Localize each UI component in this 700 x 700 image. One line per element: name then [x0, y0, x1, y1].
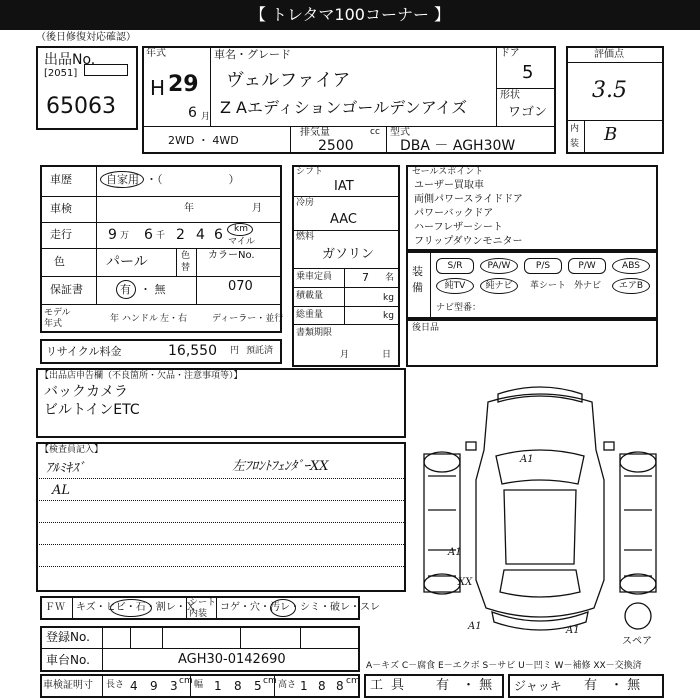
lot-sub: [2051]	[44, 68, 78, 79]
mirror-r	[604, 442, 614, 450]
wheel-rr	[620, 574, 656, 594]
accessories-label: 後日品	[412, 323, 440, 333]
dims-width-unit: cm	[263, 676, 277, 686]
car-body	[476, 394, 604, 617]
inspector-label: 【検査員記入】	[40, 445, 104, 455]
sales-item-3: パワーバックドア	[414, 208, 494, 219]
dims-width-3: 5	[254, 679, 262, 693]
year-month-unit: 月	[201, 112, 211, 122]
shape-label: 形状	[500, 90, 520, 101]
sales-item-2: 両側パワースライドドア	[414, 194, 523, 205]
mileage-d2: 6	[144, 227, 153, 243]
ac-value: AAC	[330, 212, 357, 227]
seller-notes-label: 【出品店申告欄（不良箇所・欠品・注意事項等）】	[40, 371, 243, 381]
dims-width-2: 8	[234, 679, 242, 693]
model-year-year: 年	[110, 314, 120, 324]
details-table	[40, 165, 282, 333]
equipment-label-1: 装	[412, 265, 423, 278]
dims-width-label: 幅	[194, 680, 204, 690]
capacity-unit: 名	[385, 273, 395, 283]
equip-ext-navi: 外ナビ	[574, 281, 602, 291]
mileage-label: 走行	[50, 228, 72, 241]
load-unit: kg	[383, 293, 394, 303]
dims-height-1: 1	[300, 679, 308, 693]
model-year-dealer: ディーラー・並行	[212, 314, 284, 324]
color-code-label: カラーNo.	[208, 250, 255, 261]
nav-model-label: ナビ型番：	[436, 303, 482, 313]
dims-width-1: 1	[214, 679, 222, 693]
accessories-box	[406, 319, 658, 367]
color-code-value: 070	[228, 279, 253, 294]
fuel-value: ガソリン	[322, 247, 375, 262]
ac-label: 冷房	[296, 198, 315, 208]
equip-paw: PA/W	[480, 258, 518, 274]
fw-items: キズ・ヒビ・石・割レ・Ｘ	[76, 602, 196, 613]
lot-inner-box	[84, 64, 128, 76]
doors-value: 5	[522, 62, 534, 83]
equip-leather: 革シート	[530, 281, 567, 291]
diagram-mark-5: A1	[566, 625, 580, 636]
docs-day: 日	[382, 350, 392, 360]
jack-yes: 有	[584, 678, 598, 693]
mirror-l	[466, 442, 476, 450]
color-label: 色	[54, 255, 65, 268]
drive-value: 2WD ・ 4WD	[168, 134, 239, 147]
sales-item-4: ハーフレザーシート	[414, 222, 503, 233]
year-label: 年式	[146, 48, 166, 59]
warranty-no: ・ 無	[140, 283, 166, 296]
shift-value: IAT	[334, 179, 354, 194]
model-year-handle-opts: 左・右	[160, 314, 188, 324]
jack-label: ジャッキ	[514, 679, 562, 693]
lot-label: 出品No.	[44, 52, 96, 68]
fuel-label: 燃料	[296, 232, 315, 242]
car-label: 車名・グレード	[214, 48, 291, 61]
year-month: 6	[188, 105, 197, 121]
car-diagram	[410, 380, 670, 650]
mileage-d1: 9	[108, 227, 117, 243]
history-rest: ・（ ）	[146, 173, 240, 186]
inspector-box	[36, 442, 406, 592]
mileage-km: km	[234, 224, 248, 234]
fw-circle	[110, 599, 152, 617]
spare-tire	[625, 603, 651, 629]
damage-legend: A－キズ C－腐食 E－エクボ S－サビ U－凹ミ W－補修 XX－交換済	[366, 661, 642, 671]
warranty-yes: 有	[120, 283, 131, 296]
car-name: ヴェルファイア	[226, 70, 351, 91]
docs-label: 書類期限	[296, 328, 333, 338]
equip-abs: ABS	[612, 258, 650, 274]
seat-label-2: 内装	[189, 609, 208, 619]
equipment-label-2: 備	[412, 281, 423, 294]
recycle-label: リサイクル料金	[46, 345, 122, 358]
mileage-u2: 千	[156, 231, 166, 241]
history-label: 車歴	[50, 173, 72, 186]
model-year-handle: ハンドル	[122, 314, 159, 324]
seller-note-1: バックカメラ	[44, 384, 128, 400]
dims-length-1: 4	[130, 679, 138, 693]
history-value: 自家用	[106, 173, 139, 186]
shift-label: シフト	[296, 167, 324, 177]
dims-label: 車検証明寸	[43, 680, 93, 691]
inspection-month: 月	[252, 203, 262, 214]
right-side	[620, 454, 656, 592]
left-doors	[428, 476, 456, 576]
dims-length-3: 3	[170, 679, 178, 693]
sales-label: セールスポイント	[412, 167, 484, 177]
mileage-d5: 6	[214, 227, 223, 243]
seat-circle	[270, 599, 296, 617]
year-value: 29	[168, 72, 199, 97]
recycle-note: 預託済	[246, 346, 274, 356]
equip-airbag: エアB	[612, 278, 650, 294]
car-windshield	[496, 450, 584, 484]
car-rear-window	[500, 570, 580, 597]
score-label: 評価点	[594, 49, 624, 60]
displacement-value: 2500	[318, 138, 354, 154]
inspector-note-2: AL	[52, 483, 71, 498]
recycle-value: 16,550	[168, 343, 217, 359]
seat-label-1: シート	[189, 598, 217, 608]
right-doors	[624, 476, 652, 576]
dims-height-label: 高さ	[278, 680, 297, 690]
shape-value: ワゴン	[508, 105, 548, 120]
diagram-mark-4: A1	[468, 621, 482, 632]
seat-items: コゲ・穴・汚レ・シミ・破レ・スレ	[220, 602, 380, 613]
interior-value: B	[604, 124, 618, 145]
mileage-mile: マイル	[228, 237, 255, 247]
top-note: （後日修復対応確認）	[36, 32, 136, 43]
gross-label: 総重量	[296, 310, 324, 320]
recycle-unit: 円	[230, 346, 240, 356]
tools-label: 工具	[370, 678, 413, 693]
dims-height-2: 8	[318, 679, 326, 693]
diagram-mark-2: A1	[448, 547, 462, 558]
gross-unit: kg	[383, 311, 394, 321]
inspection-year: 年	[184, 203, 194, 214]
equip-pw: P/W	[568, 258, 606, 274]
inspector-note-1: ｱﾙﾐｷｽﾞ	[46, 461, 85, 476]
dims-length-2: 9	[150, 679, 158, 693]
model-year-label-2: 年式	[44, 319, 63, 329]
interior-label-1: 内	[570, 124, 580, 134]
registration-label: 登録No.	[46, 630, 90, 644]
mileage-d3: 2	[176, 227, 185, 243]
color-value: パール	[106, 254, 148, 270]
seller-note-2: ビルトインETC	[44, 402, 140, 418]
diagram-mark-1: A1	[520, 454, 534, 465]
dims-height-unit: cm	[346, 676, 360, 686]
load-label: 積載量	[296, 291, 324, 301]
score-value: 3.5	[592, 78, 627, 103]
mileage-d4: 4	[196, 227, 205, 243]
wheel-fl	[424, 452, 460, 472]
car-roof	[504, 490, 576, 564]
lot-number: 65063	[46, 94, 116, 119]
fw-label: ＦＷ	[45, 602, 65, 613]
model-year-label-1: モデル	[44, 308, 71, 318]
equip-navi: 純ナビ	[480, 278, 518, 294]
chassis-value: AGH30-0142690	[178, 652, 286, 667]
tools-yes: 有	[436, 678, 450, 693]
capacity-label: 乗車定員	[296, 272, 333, 282]
banner-title: 【 トレタマ100コーナー 】	[249, 5, 451, 24]
jack-no: ・ 無	[610, 678, 641, 693]
sales-item-1: ユーザー買取車	[414, 180, 484, 191]
spare-label: スペア	[622, 636, 652, 647]
left-side	[424, 454, 460, 592]
diagram-mark-3: XX	[458, 577, 473, 588]
displacement-unit: cc	[370, 127, 380, 137]
mileage-u1: 万	[120, 231, 130, 241]
equip-sr: S/R	[436, 258, 474, 274]
wheel-rl	[424, 574, 460, 594]
wheel-fr	[620, 452, 656, 472]
chassis-label: 車台No.	[46, 653, 90, 667]
warranty-label: 保証書	[50, 283, 83, 296]
tools-no: ・ 無	[462, 678, 493, 693]
inspection-label: 車検	[50, 202, 72, 215]
color-change-2: 替	[181, 263, 191, 273]
model-label: 型式	[390, 127, 410, 138]
displacement-label: 排気量	[300, 127, 330, 138]
equip-ps: P/S	[524, 258, 562, 274]
equip-tv: 純TV	[436, 278, 474, 294]
car-grade: Z Aエディションゴールデンアイズ	[220, 98, 468, 117]
dims-height-3: 8	[336, 679, 344, 693]
model-value: DBA － AGH30W	[400, 138, 516, 154]
inspector-note-3: 左ﾌﾛﾝﾄﾌｪﾝﾀﾞｰXX	[232, 459, 329, 474]
docs-month: 月	[340, 350, 350, 360]
interior-label-2: 装	[570, 139, 580, 149]
capacity-value: 7	[362, 271, 369, 284]
year-era: H	[150, 76, 166, 100]
dims-length-unit: cm	[179, 676, 193, 686]
doors-label: ドア	[500, 48, 520, 59]
dims-length-label: 長さ	[106, 680, 125, 690]
sales-item-5: フリップダウンモニター	[414, 236, 523, 247]
color-change-1: 色	[181, 251, 191, 261]
